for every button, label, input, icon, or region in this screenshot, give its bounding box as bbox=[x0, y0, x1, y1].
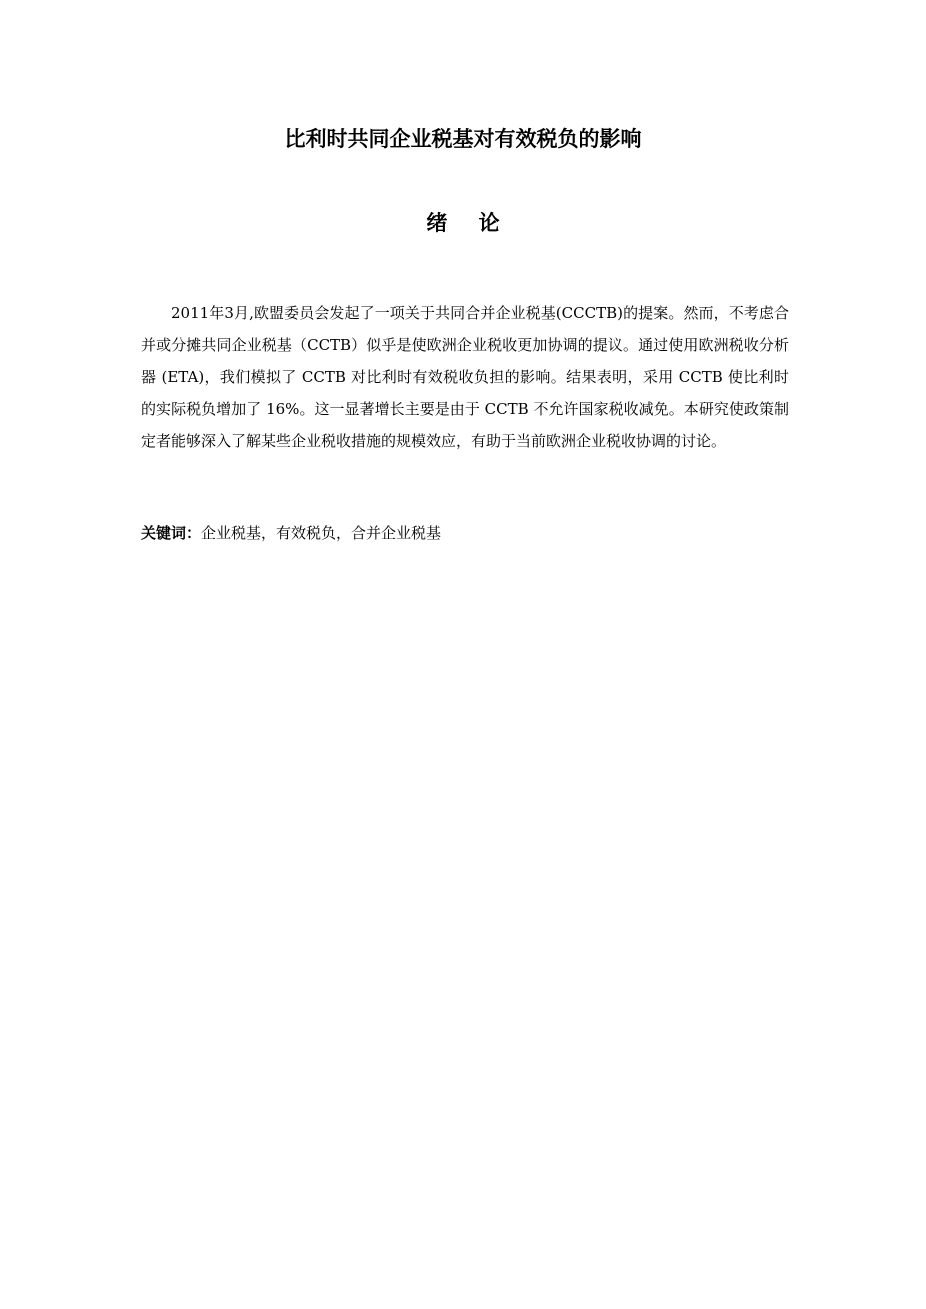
abstract-paragraph: 2011年3月,欧盟委员会发起了一项关于共同合并企业税基(CCCTB)的提案。然而，不考虑合并或分摊共同企业税基（CCTB）似乎是使欧洲企业税收更加协调的提议。通过使用欧洲税收分析器 (ETA)，我们模拟了 CCTB 对比利时有效税收负担的影响。结果表明，采用 CCTB 使比利时的实际税负增加了 16%。这一显著增长主要是由于 CCTB 不允许国家税收减免。本研究使政策制定者能够深入了解某些企业税收措施的规模效应，有助于当前欧洲企业税收协调的讨论。 bbox=[141, 304, 789, 450]
abstract-section bbox=[141, 297, 789, 457]
keywords-label: 关键词： bbox=[141, 524, 202, 542]
keywords-text: 企业税基，有效税负，合并企业税基 bbox=[201, 524, 442, 542]
section-heading: 绪 论 bbox=[426, 211, 512, 235]
keywords-line bbox=[141, 517, 789, 549]
document-title: 比利时共同企业税基对有效税负的影响 bbox=[284, 127, 642, 151]
